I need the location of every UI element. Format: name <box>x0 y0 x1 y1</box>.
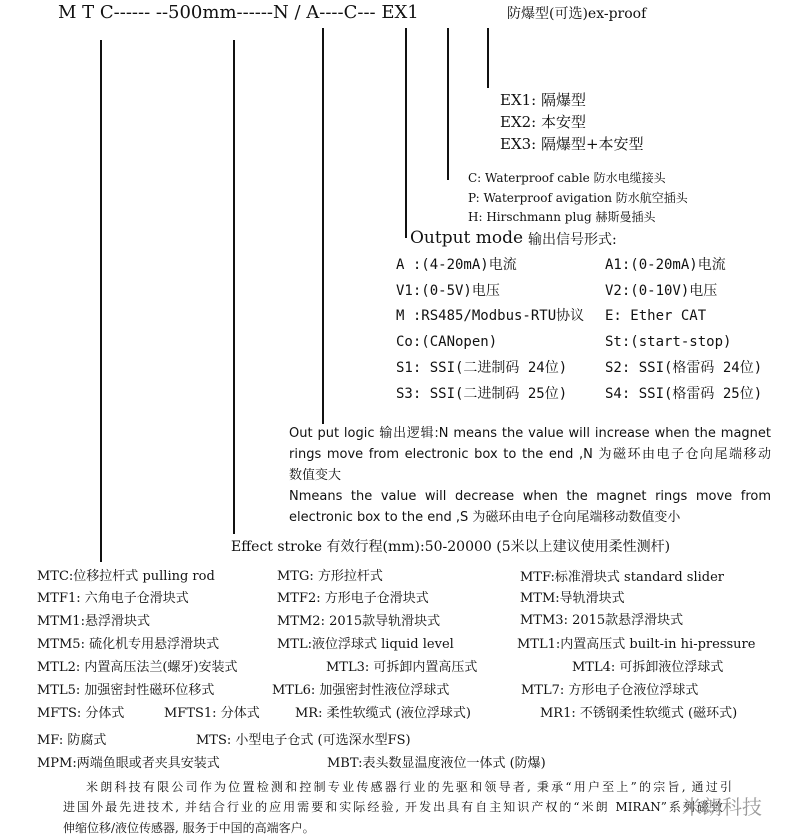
model-item: MFTS1: 分体式 <box>164 706 260 721</box>
bracket-line-output-mode <box>405 28 407 238</box>
output-mode-option: St:(start-stop) <box>605 334 732 350</box>
model-item: MTL:液位浮球式 liquid level <box>277 637 454 652</box>
ex-option: EX2: 本安型 <box>500 113 586 131</box>
output-logic-text: rings move from electronic box to the end ,N 为磁环由电子仓向尾端移动 <box>289 447 771 462</box>
output-mode-option: Co:(CANopen) <box>396 334 498 350</box>
model-item: MPM:两端鱼眼或者夹具安装式 <box>37 756 220 771</box>
output-mode-option: V2:(0-10V)电压 <box>605 283 718 299</box>
ex-option: EX3: 隔爆型+本安型 <box>500 135 644 153</box>
connector-option: C: Waterproof cable 防水电缆接头 <box>468 171 666 185</box>
ex-option: EX1: 隔爆型 <box>500 91 586 109</box>
model-item: MTF:标准滑块式 standard slider <box>520 570 725 585</box>
model-item: MFTS: 分体式 <box>37 706 125 721</box>
connector-option: H: Hirschmann plug 赫斯曼插头 <box>468 210 656 224</box>
output-mode-option: S3: SSI(二进制码 25位) <box>396 386 568 402</box>
model-item: MTL7: 方形电子仓液位浮球式 <box>521 683 699 698</box>
model-item: MTS: 小型电子仓式 (可选深水型FS) <box>196 733 411 748</box>
ex-proof-note: 防爆型(可选)ex-proof <box>507 6 647 22</box>
output-mode-option: S1: SSI(二进制码 24位) <box>396 360 568 376</box>
output-mode-title-cn: 输出信号形式: <box>528 232 617 248</box>
model-item: MTM:导轨滑块式 <box>520 591 625 606</box>
bracket-line-output-logic <box>322 28 324 424</box>
model-item: MTG: 方形拉杆式 <box>277 569 383 584</box>
model-item: MTF2: 方形电子仓滑块式 <box>277 591 429 606</box>
model-item: MTF1: 六角电子仓滑块式 <box>37 591 189 606</box>
model-item: MR: 柔性软缆式 (液位浮球式) <box>295 706 471 721</box>
bracket-line-stroke <box>233 40 235 534</box>
output-mode-option: A :(4-20mA)电流 <box>396 257 517 273</box>
output-mode-option: V1:(0-5V)电压 <box>396 283 500 299</box>
output-logic-text: Nmeans the value will decrease when the magnet rings move from <box>289 489 771 504</box>
connector-option: P: Waterproof avigation 防水航空插头 <box>468 191 688 205</box>
model-item: MTL3: 可拆卸内置高压式 <box>326 660 478 675</box>
output-logic-text: electronic box to the end ,S 为磁环由电子仓向尾端移动数值变小 <box>289 510 681 525</box>
model-item: MTM3: 2015款悬浮滑块式 <box>520 613 684 628</box>
watermark: 米朗科技 <box>682 795 762 819</box>
output-mode-option: E: Ether CAT <box>605 308 707 324</box>
model-item: MTC:位移拉杆式 pulling rod <box>37 569 215 584</box>
output-logic-text: Out put logic 输出逻辑:N means the value will increase when the magnet <box>289 426 771 441</box>
model-item: MTL1:内置高压式 built-in hi-pressure <box>517 637 756 652</box>
model-item: MTM2: 2015款导轨滑块式 <box>277 614 441 629</box>
effect-stroke-text: Effect stroke 有效行程(mm):50-20000 (5米以上建议使用柔性测杆) <box>231 539 671 555</box>
company-text: 伸缩位移/液位传感器, 服务于中国的高端客户。 <box>63 821 315 835</box>
model-item: MF: 防腐式 <box>37 733 107 748</box>
model-item: MBT:表头数显温度液位一体式 (防爆) <box>327 756 546 771</box>
output-mode-option: S4: SSI(格雷码 25位) <box>605 386 763 402</box>
model-item: MR1: 不锈钢柔性软缆式 (磁环式) <box>540 706 738 721</box>
model-item: MTL2: 内置高压法兰(螺牙)安装式 <box>37 660 238 675</box>
output-logic-text: 数值变大 <box>289 468 342 483</box>
output-mode-option: S2: SSI(格雷码 24位) <box>605 360 763 376</box>
bracket-line-connector <box>447 28 449 180</box>
model-item: MTL4: 可拆卸液位浮球式 <box>572 660 724 675</box>
bracket-line-model <box>100 40 102 562</box>
output-mode-option: M :RS485/Modbus-RTU协议 <box>396 308 585 324</box>
model-item: MTM5: 硫化机专用悬浮滑块式 <box>37 637 220 652</box>
company-text: 米朗科技有限公司作为位置检测和控制专业传感器行业的先驱和领导者, 秉承“用户至上”的宗旨, 通过引 <box>86 780 732 794</box>
model-item: MTL5: 加强密封性磁环位移式 <box>37 683 215 698</box>
model-code: M T C------ --500mm------N / A----C--- EX1 <box>58 2 419 23</box>
output-mode-option: A1:(0-20mA)电流 <box>605 257 726 273</box>
bracket-line-ex <box>487 28 489 88</box>
output-mode-title: Output mode <box>410 228 524 248</box>
model-item: MTM1:悬浮滑块式 <box>37 614 150 629</box>
company-text: 进国外最先进技术, 并结合行业的应用需要和实际经验, 开发出具有自主知识产权的“米朗 MIRAN”系列磁致 <box>63 800 723 814</box>
model-item: MTL6: 加强密封性液位浮球式 <box>272 683 450 698</box>
